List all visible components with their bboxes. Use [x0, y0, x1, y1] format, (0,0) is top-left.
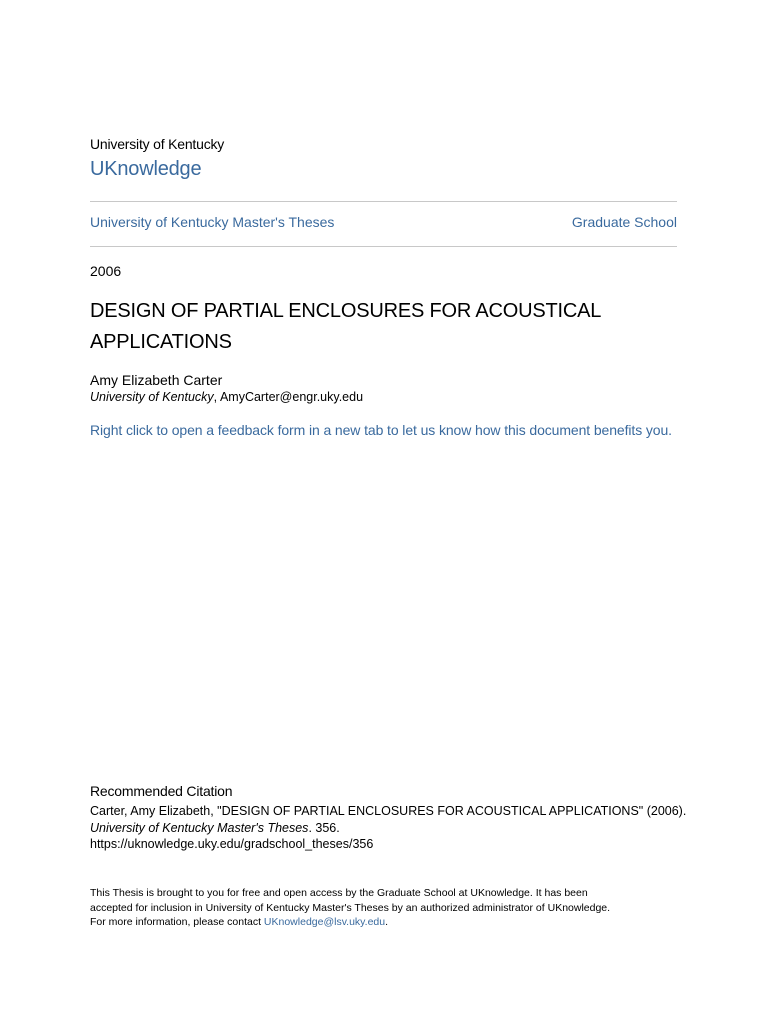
citation-line: Carter, Amy Elizabeth, "DESIGN OF PARTIAL ENCLOSURES FOR ACOUSTICAL APPLICATIONS" (2006).: [90, 804, 687, 818]
citation-series: University of Kentucky Master's Theses: [90, 820, 309, 835]
contact-email-link[interactable]: UKnowledge@lsv.uky.edu: [263, 916, 386, 928]
affiliation-separator: ,: [213, 390, 218, 404]
access-notice: [90, 886, 690, 930]
citation-block: [90, 803, 710, 853]
affiliation-name: University of Kentucky: [90, 390, 214, 404]
collection-link[interactable]: University of Kentucky Master's Theses: [90, 214, 335, 230]
author-name: Amy Elizabeth Carter: [90, 372, 223, 388]
author-affiliation: [90, 390, 363, 404]
divider-bottom: [90, 246, 677, 247]
divider-top: [90, 201, 677, 202]
institution-name: University of Kentucky: [90, 136, 225, 152]
author-email: AmyCarter@engr.uky.edu: [219, 390, 364, 404]
citation-heading: Recommended Citation: [90, 783, 233, 799]
contact-prefix: For more information, please contact: [90, 916, 264, 928]
notice-line: This Thesis is brought to you for free and open access by the Graduate School at UKnowledge. It has been: [90, 887, 588, 899]
contact-suffix: .: [385, 916, 389, 928]
citation-url: https://uknowledge.uky.edu/gradschool_theses/356: [90, 837, 374, 851]
publication-year: 2006: [90, 263, 122, 279]
notice-line: accepted for inclusion in University of Kentucky Master's Theses by an authorized administrator of UKnowledge.: [90, 901, 611, 914]
repository-link[interactable]: UKnowledge: [90, 158, 202, 180]
feedback-link[interactable]: Right click to open a feedback form in a new tab to let us know how this document benefits you.: [90, 422, 672, 438]
citation-series-suffix: . 356.: [308, 820, 340, 835]
notice-contact-line: [90, 915, 690, 930]
graduate-school-link[interactable]: Graduate School: [571, 214, 677, 230]
citation-series-line: [90, 820, 710, 837]
document-title: DESIGN OF PARTIAL ENCLOSURES FOR ACOUSTICAL APPLICATIONS: [90, 300, 601, 353]
